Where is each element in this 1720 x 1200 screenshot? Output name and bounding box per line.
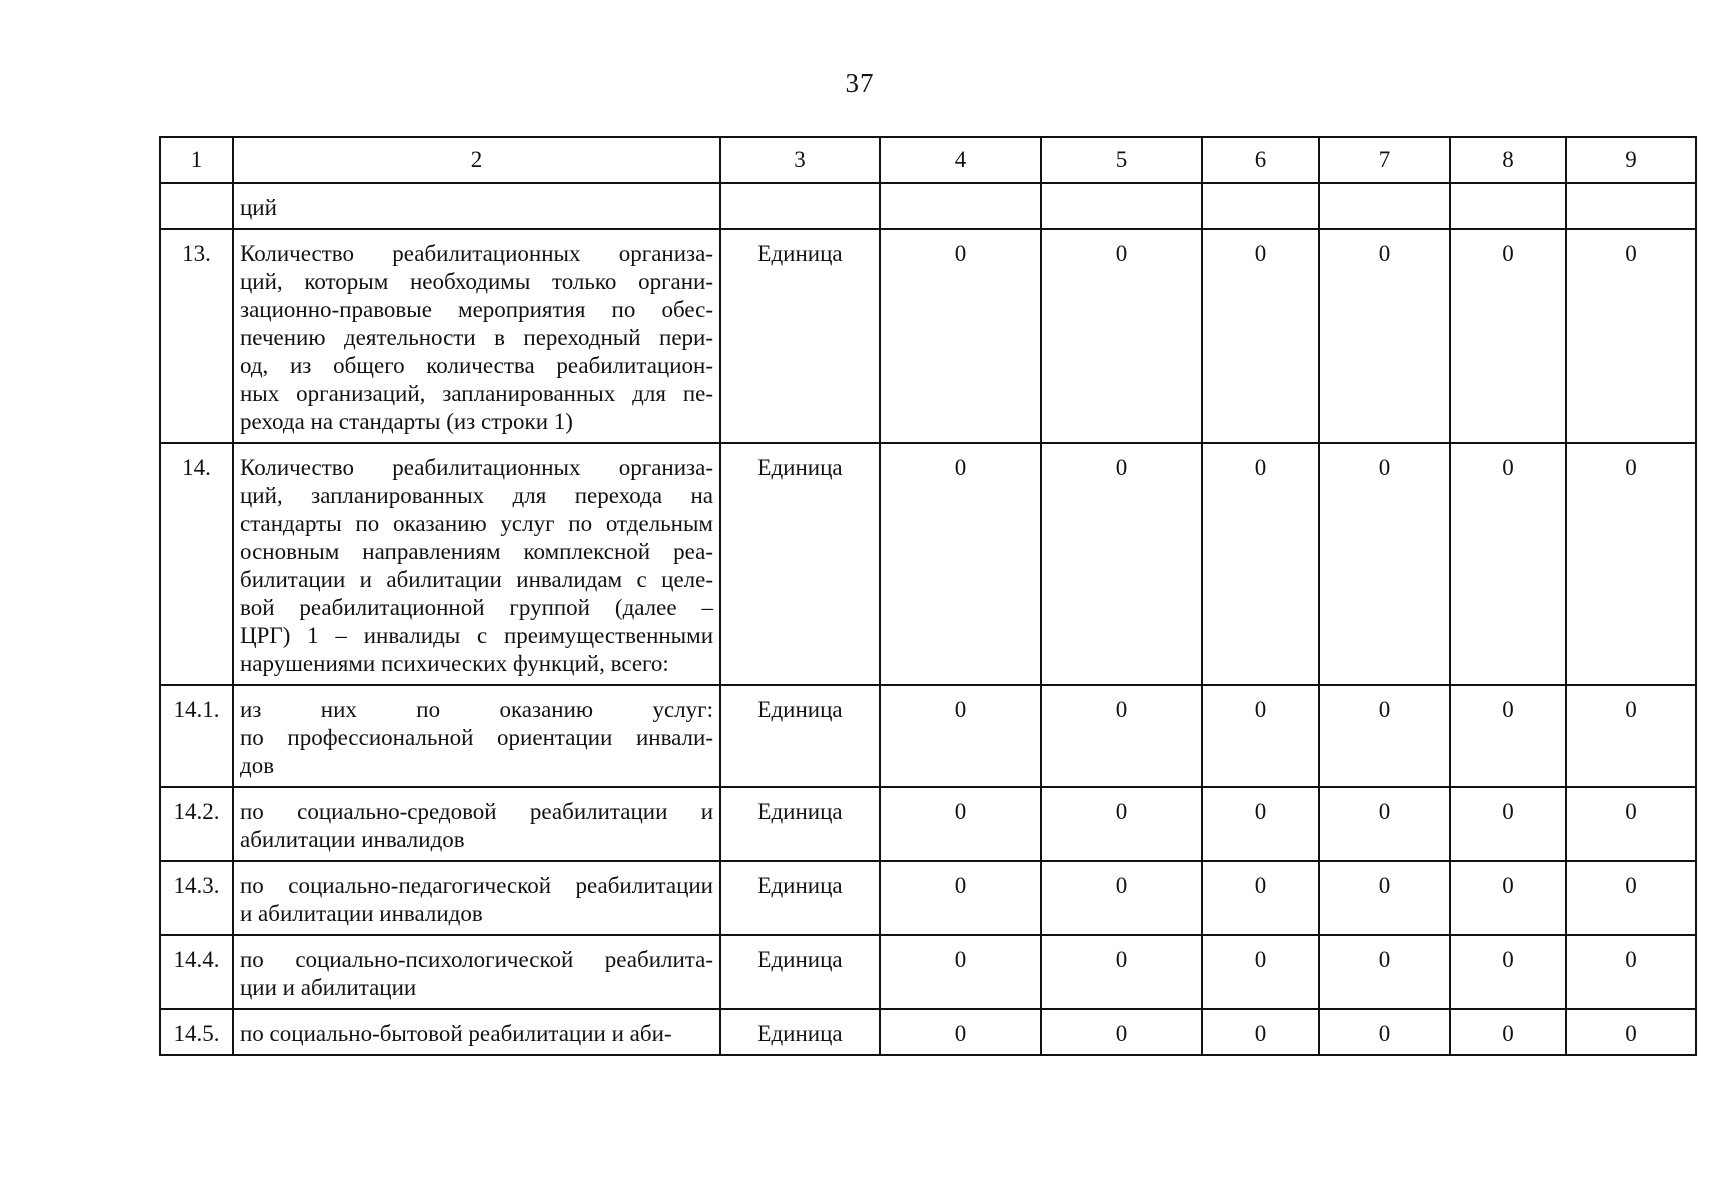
table-body [160, 137, 1696, 1055]
value-cell-col-6: 0 [1202, 787, 1319, 861]
indicator-name-line: по социально-бытовой реабилитации и аби- [240, 1021, 672, 1046]
value-cell-col-6: 0 [1202, 1009, 1319, 1055]
column-header-9: 9 [1566, 137, 1696, 183]
indicator-name-line: и абилитации инвалидов [240, 901, 483, 926]
value-cell-col-8: 0 [1450, 787, 1566, 861]
column-header-3: 3 [720, 137, 880, 183]
value-cell-col-7: 0 [1319, 229, 1450, 443]
value-cell-col-5: 0 [1041, 787, 1202, 861]
value-cell-col-7: 0 [1319, 443, 1450, 685]
indicator-name-line: ных организаций, запланированных для пе- [240, 381, 713, 406]
table-row [160, 787, 1696, 861]
column-header-8: 8 [1450, 137, 1566, 183]
column-header-1: 1 [160, 137, 233, 183]
value-cell-col-7: 0 [1319, 685, 1450, 787]
column-number-header-row [160, 137, 1696, 183]
indicator-name-line: вой реабилитационной группой (далее – [240, 595, 713, 620]
report-table [159, 136, 1697, 1056]
row-number-cell: 14. [160, 443, 233, 685]
indicator-name-line: дов [240, 753, 275, 778]
value-cell-col-5: 0 [1041, 861, 1202, 935]
value-cell-col-4: 0 [880, 685, 1041, 787]
table-row [160, 229, 1696, 443]
indicator-name-cell [233, 183, 720, 229]
indicator-name-line: стандарты по оказанию услуг по отдельным [240, 511, 713, 536]
value-cell-col-9: 0 [1566, 229, 1696, 443]
value-cell-col-6: 0 [1202, 229, 1319, 443]
column-header-4: 4 [880, 137, 1041, 183]
unit-cell: Единица [720, 1009, 880, 1055]
row-number-cell: 14.1. [160, 685, 233, 787]
value-cell-col-8: 0 [1450, 1009, 1566, 1055]
indicator-name-cell [233, 1009, 720, 1055]
indicator-name-cell [233, 935, 720, 1009]
value-cell-col-9: 0 [1566, 443, 1696, 685]
indicator-name-cell [233, 861, 720, 935]
value-cell-col-7: 0 [1319, 787, 1450, 861]
indicator-name-cell [233, 787, 720, 861]
indicator-name-line: по профессиональной ориентации инвали- [240, 725, 713, 750]
value-cell-col-7 [1319, 183, 1450, 229]
unit-cell [720, 183, 880, 229]
value-cell-col-4: 0 [880, 861, 1041, 935]
row-number-cell: 14.3. [160, 861, 233, 935]
value-cell-col-8 [1450, 183, 1566, 229]
unit-cell: Единица [720, 787, 880, 861]
value-cell-col-9: 0 [1566, 935, 1696, 1009]
page-number: 37 [845, 68, 875, 98]
indicator-name-line: по социально-психологической реабилита- [240, 947, 713, 972]
value-cell-col-4: 0 [880, 1009, 1041, 1055]
indicator-name-line: билитации и абилитации инвалидам с целе- [240, 567, 713, 592]
value-cell-col-4: 0 [880, 935, 1041, 1009]
indicator-name-cell [233, 229, 720, 443]
unit-cell: Единица [720, 935, 880, 1009]
value-cell-col-4 [880, 183, 1041, 229]
value-cell-col-4: 0 [880, 787, 1041, 861]
value-cell-col-7: 0 [1319, 935, 1450, 1009]
table-row [160, 1009, 1696, 1055]
value-cell-col-9: 0 [1566, 787, 1696, 861]
value-cell-col-6: 0 [1202, 685, 1319, 787]
row-number-cell: 13. [160, 229, 233, 443]
table-row [160, 443, 1696, 685]
value-cell-col-9: 0 [1566, 861, 1696, 935]
indicator-name-line: основным направлениям комплексной реа- [240, 539, 713, 564]
value-cell-col-6: 0 [1202, 861, 1319, 935]
value-cell-col-6 [1202, 183, 1319, 229]
indicator-name-line: по социально-педагогической реабилитации [240, 873, 713, 898]
row-number-cell: 14.4. [160, 935, 233, 1009]
indicator-name-line: од, из общего количества реабилитацион- [240, 353, 713, 378]
value-cell-col-6: 0 [1202, 935, 1319, 1009]
table-row [160, 183, 1696, 229]
column-header-2: 2 [233, 137, 720, 183]
value-cell-col-9: 0 [1566, 685, 1696, 787]
value-cell-col-6: 0 [1202, 443, 1319, 685]
indicator-name-line: по социально-средовой реабилитации и [240, 799, 713, 824]
value-cell-col-8: 0 [1450, 443, 1566, 685]
value-cell-col-8: 0 [1450, 935, 1566, 1009]
value-cell-col-5: 0 [1041, 229, 1202, 443]
table-row [160, 861, 1696, 935]
value-cell-col-8: 0 [1450, 229, 1566, 443]
column-header-6: 6 [1202, 137, 1319, 183]
indicator-name-line: ЦРГ) 1 – инвалиды с преимущественными [240, 623, 713, 648]
indicator-name-line: ций [240, 195, 277, 220]
indicator-name-line: рехода на стандарты (из строки 1) [240, 409, 573, 434]
row-number-cell [160, 183, 233, 229]
column-header-7: 7 [1319, 137, 1450, 183]
value-cell-col-5: 0 [1041, 685, 1202, 787]
value-cell-col-7: 0 [1319, 1009, 1450, 1055]
unit-cell: Единица [720, 861, 880, 935]
indicator-name-line: печению деятельности в переходный пери- [240, 325, 713, 350]
value-cell-col-9: 0 [1566, 1009, 1696, 1055]
indicator-name-line: из них по оказанию услуг: [240, 697, 713, 722]
value-cell-col-9 [1566, 183, 1696, 229]
value-cell-col-7: 0 [1319, 861, 1450, 935]
row-number-cell: 14.2. [160, 787, 233, 861]
unit-cell: Единица [720, 443, 880, 685]
indicator-name-cell [233, 443, 720, 685]
unit-cell: Единица [720, 685, 880, 787]
value-cell-col-4: 0 [880, 443, 1041, 685]
indicator-name-line: нарушениями психических функций, всего: [240, 651, 669, 676]
value-cell-col-4: 0 [880, 229, 1041, 443]
indicator-name-line: ции и абилитации [240, 975, 417, 1000]
indicator-name-line: ций, запланированных для перехода на [240, 483, 713, 508]
indicator-name-cell [233, 685, 720, 787]
unit-cell: Единица [720, 229, 880, 443]
indicator-name-line: зационно-правовые мероприятия по обес- [240, 297, 713, 322]
table-row [160, 685, 1696, 787]
indicator-name-line: абилитации инвалидов [240, 827, 465, 852]
value-cell-col-8: 0 [1450, 685, 1566, 787]
indicator-name-line: Количество реабилитационных организа- [240, 241, 713, 266]
row-number-cell: 14.5. [160, 1009, 233, 1055]
value-cell-col-5: 0 [1041, 1009, 1202, 1055]
table-row [160, 935, 1696, 1009]
value-cell-col-5 [1041, 183, 1202, 229]
value-cell-col-5: 0 [1041, 935, 1202, 1009]
value-cell-col-8: 0 [1450, 861, 1566, 935]
indicator-name-line: Количество реабилитационных организа- [240, 455, 713, 480]
column-header-5: 5 [1041, 137, 1202, 183]
indicator-name-line: ций, которым необходимы только органи- [240, 269, 713, 294]
value-cell-col-5: 0 [1041, 443, 1202, 685]
